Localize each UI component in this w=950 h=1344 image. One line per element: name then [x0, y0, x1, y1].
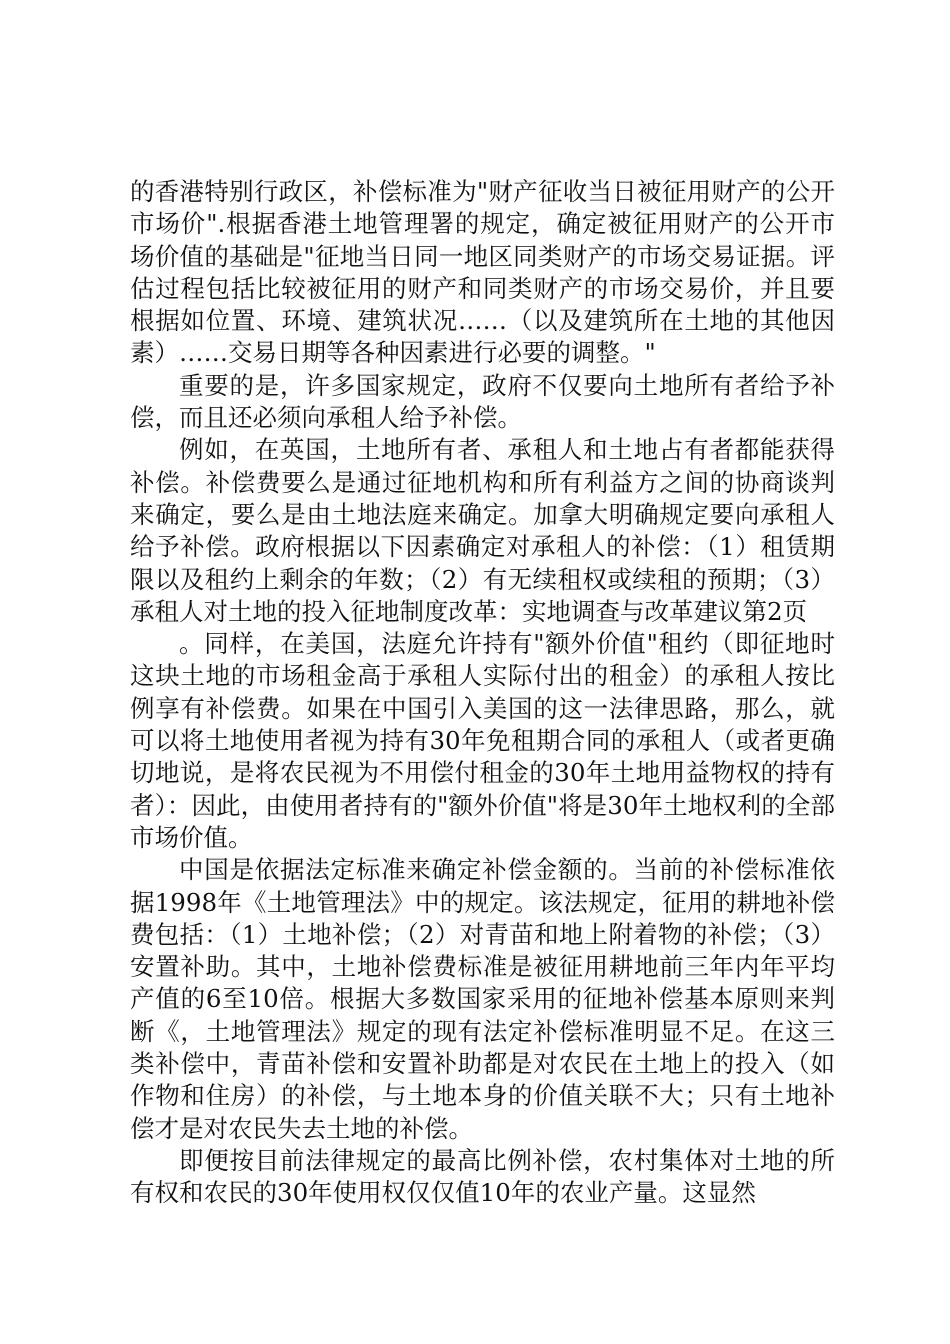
paragraph-5: 中国是依据法定标准来确定补偿金额的。当前的补偿标准依据1998年《土地管理法》中的规定。该法规定，征用的耕地补偿费包括：（1）土地补偿；（2）对青苗和地上附着物的补偿；（3）安置补助。其中，土地补偿费标准是被征用耕地前三年内年平均产值的6至10倍。根据大多数国家采用的征地补偿基本原则来判断《，土地管理法》规定的现有法定补偿标准明显不足。在这三类补偿中，青苗补偿和安置补助都是对农民在土地上的投入（如作物和住房）的补偿，与土地本身的价值关联不大；只有土地补偿才是对农民失去土地的补偿。: [130, 855, 835, 1143]
paragraph-6: 即便按目前法律规定的最高比例补偿，农村集体对土地的所有权和农民的30年使用权仅仅值10年的农业产量。这显然: [130, 1145, 835, 1208]
body-text: [130, 176, 835, 1210]
paragraph-1: 的香港特别行政区，补偿标准为"财产征收当日被征用财产的公开市场价".根据香港土地管理署的规定，确定被征用财产的公开市场价值的基础是"征地当日同一地区同类财产的市场交易证据。评估过程包括比较被征用的财产和同类财产的市场交易价，并且要根据如位置、环境、建筑状况……（以及建筑所在土地的其他因素）……交易日期等各种因素进行必要的调整。": [130, 177, 835, 368]
paragraph-3: 例如，在英国，土地所有者、承租人和土地占有者都能获得补偿。补偿费要么是通过征地机构和所有利益方之间的协商谈判来确定，要么是由土地法庭来确定。加拿大明确规定要向承租人给予补偿。政府根据以下因素确定对承租人的补偿：（1）租赁期限以及租约上剩余的年数；（2）有无续租权或续租的预期；（3）承租人对土地的投入征地制度改革：实地调查与改革建议第2页: [130, 435, 835, 626]
paragraph-4: 。同样，在美国，法庭允许持有"额外价值"租约（即征地时这块土地的市场租金高于承租人实际付出的租金）的承租人按比例享有补偿费。如果在中国引入美国的这一法律思路，那么，就可以将土地使用者视为持有30年免租期合同的承租人（或者更确切地说，是将农民视为不用偿付租金的30年土地用益物权的持有者）：因此，由使用者持有的"额外价值"将是30年土地权利的全部市场价值。: [130, 629, 835, 852]
paragraph-2: 重要的是，许多国家规定，政府不仅要向土地所有者给予补偿，而且还必须向承租人给予补偿。: [130, 370, 835, 433]
